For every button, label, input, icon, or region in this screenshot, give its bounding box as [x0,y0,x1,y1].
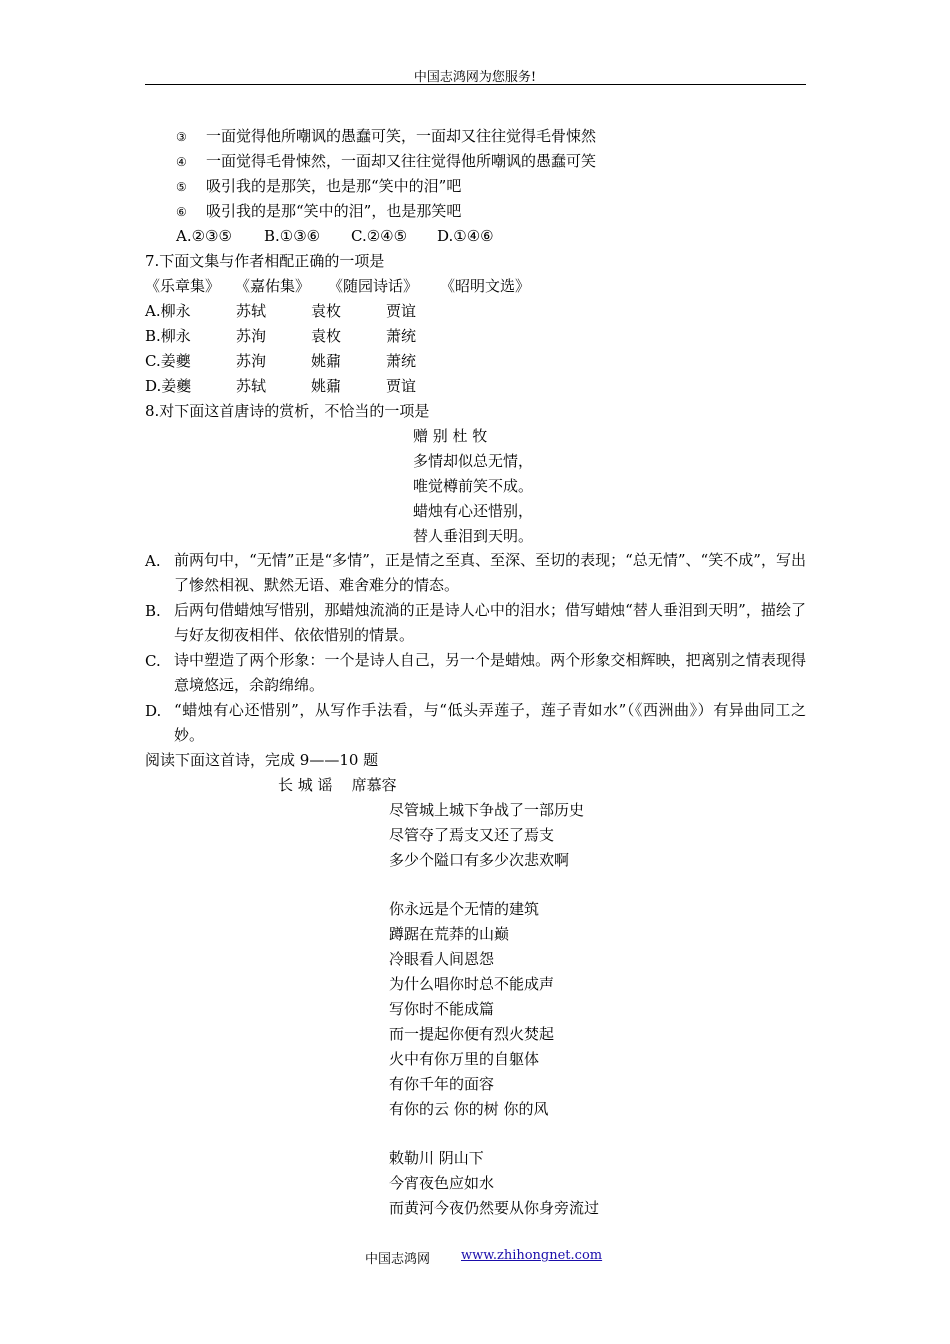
option-label: A. [145,552,161,570]
option-label: C. [145,652,161,670]
book-title: 《嘉佑集》 [235,277,311,295]
option-label: B. [145,602,161,620]
choice-c: C.②④⑤ [351,227,408,245]
poem-line: 尽管夺了焉支又还了焉支 [389,826,555,844]
poem-line: 唯觉樽前笑不成。 [413,477,534,495]
author: 萧统 [386,327,417,345]
poem-line: 为什么唱你时总不能成声 [389,975,555,993]
poem-line: 写你时不能成篇 [389,1000,495,1018]
option-label: A.柳永 [145,302,191,320]
author: 苏洵 [236,352,267,370]
option-text: 前两句中，“无情”正是“多情”，正是情之至真、至深、至切的表现；“总无情”、“笑不成”，写出了惨然相视、默然无语、难舍难分的情态。 [174,551,806,594]
poem-line: 今宵夜色应如水 [389,1174,495,1192]
book-title: 《随园诗话》 [328,277,419,295]
choice-d: D.①④⑥ [437,227,494,245]
item-text: 吸引我的是那“笑中的泪”，也是那笑吧 [206,202,462,220]
footer-site-name: 中国志鸿网 [365,1252,431,1267]
book-title: 《乐章集》 [145,277,221,295]
poem-line: 有你千年的面容 [389,1075,495,1093]
author: 袁枚 [311,327,342,345]
item-text: 吸引我的是那笑，也是那“笑中的泪”吧 [206,177,462,195]
item-number: ③ [176,130,187,144]
list-item [176,201,461,222]
author: 姚鼐 [311,352,342,370]
option-label: D.姜夔 [145,377,192,395]
footer-url-link[interactable]: www.zhihongnet.com [461,1248,603,1263]
author: 贾谊 [386,302,417,320]
poem-line: 蹲踞在荒莽的山巅 [389,925,510,943]
author: 贾谊 [386,377,417,395]
author: 苏洵 [236,327,267,345]
question-7-stem: 7.下面文集与作者相配正确的一项是 [145,252,385,270]
item-text: 一面觉得他所嘲讽的愚蠢可笑，一面却又往往觉得毛骨悚然 [206,127,597,145]
author: 萧统 [386,352,417,370]
option-text: 诗中塑造了两个形象：一个是诗人自己，另一个是蜡烛。两个形象交相辉映，把离别之情表现得意境悠远，余韵绵绵。 [174,651,806,694]
poem-line: 而一提起你便有烈火焚起 [389,1025,555,1043]
list-item [176,176,461,197]
poem-line: 你永远是个无情的建筑 [389,900,540,918]
item-text: 一面觉得毛骨悚然，一面却又往往觉得他所嘲讽的愚蠢可笑 [206,152,597,170]
option-text: “蜡烛有心还惜别”，从写作手法看，与“低头弄莲子，莲子青如水”（《西洲曲》）有异曲同工之妙。 [174,701,806,744]
poem-line: 替人垂泪到天明。 [413,527,534,545]
choice-b: B.①③⑥ [264,227,321,245]
list-item [176,151,596,172]
page-header: 中国志鸿网为您服务! [413,70,537,85]
reading-instruction: 阅读下面这首诗，完成 9——10 题 [145,751,379,769]
poem-line: 尽管城上城下争战了一部历史 [389,801,585,819]
book-title: 《昭明文选》 [440,277,531,295]
poem-line: 敕勒川 阴山下 [389,1149,484,1167]
item-number: ⑥ [176,205,187,219]
author: 苏轼 [236,302,267,320]
option-text: 后两句借蜡烛写惜别，那蜡烛流淌的正是诗人心中的泪水；借写蜡烛“替人垂泪到天明”，描绘了与好友彻夜相伴、依依惜别的情景。 [174,601,806,644]
poem-line: 有你的云 你的树 你的风 [389,1100,549,1118]
option-label: B.柳永 [145,327,191,345]
poem-title: 赠 别 杜 牧 [413,427,488,445]
poem-line: 多情却似总无情， [413,452,534,470]
option-label: C.姜夔 [145,352,191,370]
item-number: ④ [176,155,187,169]
poem-line: 蜡烛有心还惜别， [413,502,534,520]
poem-line: 多少个隘口有多少次悲欢啊 [389,851,570,869]
author: 苏轼 [236,377,267,395]
author: 袁枚 [311,302,342,320]
question-8-stem: 8.对下面这首唐诗的赏析，不恰当的一项是 [145,402,430,420]
list-item [176,126,596,147]
header-divider [145,84,806,85]
poem-line: 而黄河今夜仍然要从你身旁流过 [389,1199,600,1217]
choice-a: A.②③⑤ [176,227,232,245]
author: 姚鼐 [311,377,342,395]
poem-title: 长 城 谣 席慕容 [278,776,397,794]
poem-line: 冷眼看人间恩怨 [389,950,495,968]
poem-line: 火中有你万里的自躯体 [389,1050,540,1068]
option-label: D. [145,702,162,720]
item-number: ⑤ [176,180,187,194]
